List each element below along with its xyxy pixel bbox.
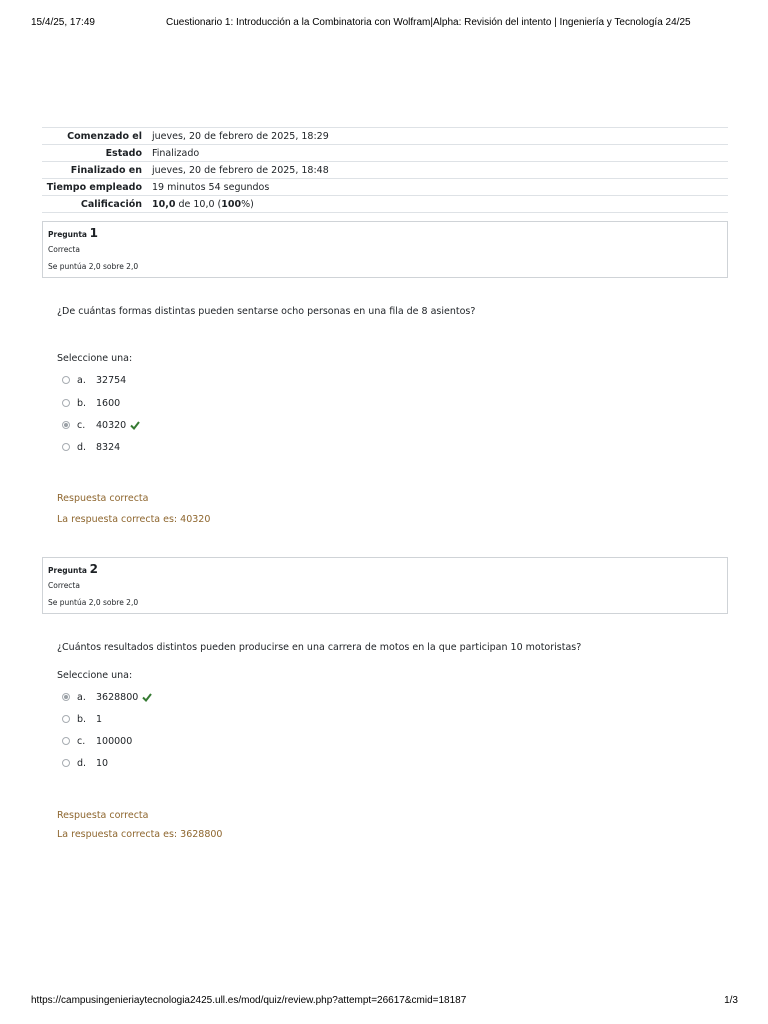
question-1-info <box>42 221 728 278</box>
option-text: 100000 <box>96 735 133 747</box>
question-1-right-answer: La respuesta correcta es: 40320 <box>57 514 211 525</box>
finished-value: jueves, 20 de febrero de 2025, 18:48 <box>152 162 728 179</box>
question-2-option-a[interactable] <box>62 690 139 704</box>
option-letter: d. <box>77 757 87 769</box>
question-2-option-d[interactable] <box>62 756 109 770</box>
question-2-info <box>42 557 728 614</box>
question-1-grade: Se puntúa 2,0 sobre 2,0 <box>48 262 139 271</box>
question-1-option-b[interactable] <box>62 396 121 410</box>
grade-value <box>152 196 728 213</box>
print-url: https://campusingenieriaytecnologia2425.ull.es/mod/quiz/review.php?attempt=26617&cmid=18187 <box>31 995 467 1006</box>
attempt-summary-table <box>42 127 728 213</box>
question-num: 1 <box>89 226 98 240</box>
radio-button[interactable] <box>62 399 70 407</box>
option-letter: a. <box>77 691 86 703</box>
question-1-state: Correcta <box>48 245 80 254</box>
radio-button-selected[interactable] <box>62 421 70 429</box>
summary-row-finished <box>42 162 728 179</box>
option-letter: c. <box>77 735 86 747</box>
grade-mid: de 10,0 ( <box>175 198 222 210</box>
option-text: 32754 <box>96 374 127 386</box>
radio-button[interactable] <box>62 737 70 745</box>
question-1-option-a[interactable] <box>62 373 127 387</box>
question-1-number <box>48 226 98 240</box>
question-2-text: ¿Cuántos resultados distintos pueden producirse en una carrera de motos en la que participan 10 motoristas? <box>57 642 582 653</box>
question-1-feedback: Respuesta correcta <box>57 493 149 504</box>
question-2-grade: Se puntúa 2,0 sobre 2,0 <box>48 598 139 607</box>
question-2-prompt: Seleccione una: <box>57 670 133 681</box>
summary-row-grade <box>42 196 728 213</box>
state-value: Finalizado <box>152 145 728 162</box>
option-text: 10 <box>96 757 109 769</box>
print-page-number: 1/3 <box>724 995 738 1006</box>
radio-button-selected[interactable] <box>62 693 70 701</box>
question-1-text: ¿De cuántas formas distintas pueden sentarse ocho personas en una fila de 8 asientos? <box>57 306 476 317</box>
question-1-option-c[interactable] <box>62 418 127 432</box>
radio-button[interactable] <box>62 715 70 723</box>
summary-row-time <box>42 179 728 196</box>
option-letter: b. <box>77 713 87 725</box>
question-label: Pregunta <box>48 230 87 239</box>
radio-button[interactable] <box>62 759 70 767</box>
radio-button[interactable] <box>62 443 70 451</box>
option-text-wrap <box>96 692 152 703</box>
option-text: 1600 <box>96 397 121 409</box>
question-2-feedback: Respuesta correcta <box>57 810 149 821</box>
question-label: Pregunta <box>48 566 87 575</box>
check-icon <box>130 420 140 430</box>
question-2-right-answer: La respuesta correcta es: 3628800 <box>57 829 223 840</box>
print-date: 15/4/25, 17:49 <box>31 17 95 28</box>
option-letter: a. <box>77 374 86 386</box>
time-value: 19 minutos 54 segundos <box>152 179 728 196</box>
question-2-option-b[interactable] <box>62 712 103 726</box>
started-label: Comenzado el <box>42 128 152 145</box>
finished-label: Finalizado en <box>42 162 152 179</box>
radio-button[interactable] <box>62 376 70 384</box>
question-2-state: Correcta <box>48 581 80 590</box>
summary-row-state <box>42 145 728 162</box>
option-text: 8324 <box>96 441 121 453</box>
check-icon <box>142 692 152 702</box>
option-text: 1 <box>96 713 103 725</box>
grade-label: Calificación <box>42 196 152 213</box>
option-text: 3628800 <box>96 691 139 703</box>
grade-end: %) <box>241 198 254 210</box>
option-text: 40320 <box>96 419 127 431</box>
question-2-number <box>48 562 98 576</box>
question-2-option-c[interactable] <box>62 734 133 748</box>
grade-percent: 100 <box>221 198 242 210</box>
summary-row-started <box>42 128 728 145</box>
option-letter: c. <box>77 419 86 431</box>
option-text-wrap <box>96 420 140 431</box>
state-label: Estado <box>42 145 152 162</box>
question-num: 2 <box>89 562 98 576</box>
question-1-prompt: Seleccione una: <box>57 353 133 364</box>
grade-score: 10,0 <box>152 198 176 210</box>
question-1-option-d[interactable] <box>62 440 121 454</box>
option-letter: b. <box>77 397 87 409</box>
option-letter: d. <box>77 441 87 453</box>
print-title: Cuestionario 1: Introducción a la Combinatoria con Wolfram|Alpha: Revisión del intento | Ingeniería y Tecnología 24/25 <box>166 17 691 28</box>
time-label: Tiempo empleado <box>42 179 152 196</box>
started-value: jueves, 20 de febrero de 2025, 18:29 <box>152 128 728 145</box>
